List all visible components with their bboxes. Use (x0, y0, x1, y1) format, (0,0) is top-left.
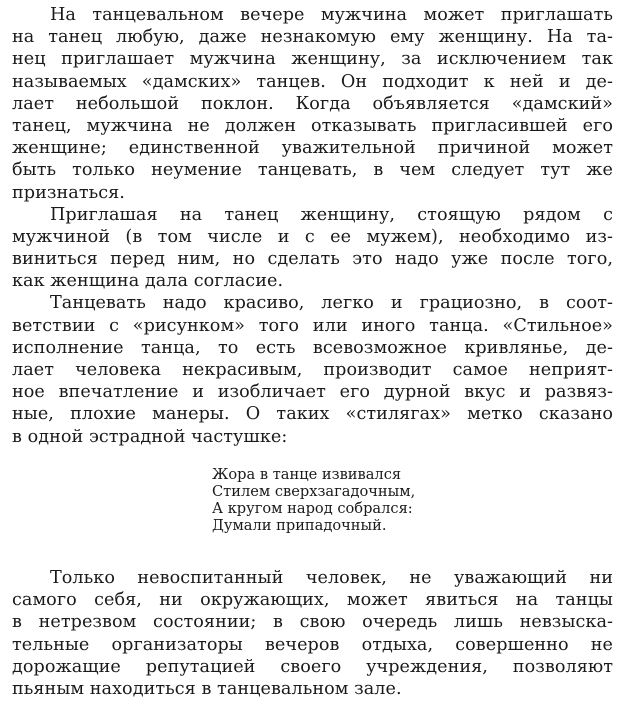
poem-line: Думали припадочный. (212, 517, 387, 534)
text-line: Танцевать надо красиво, легко и грациозно, в соот- (50, 293, 613, 314)
text-block-top (12, 4, 613, 448)
poem-line: Жора в танце извивался (212, 466, 402, 483)
text-line: называемых «дамских» танцев. Он подходит к ней и де- (12, 71, 613, 92)
text-line: исполнение танца, то есть всевозможное кривлянье, де- (12, 337, 613, 358)
text-line: ное впечатление и изобличает его дурной вкус и развяз- (12, 382, 613, 403)
text-line: признаться. (12, 182, 125, 203)
text-line: пьяным находиться в танцевальном зале. (12, 678, 402, 699)
poem-line: А кругом народ собрался: (212, 500, 413, 517)
text-line: виниться перед ним, но сделать это надо уже после того, (12, 249, 613, 270)
text-block-bottom (12, 567, 613, 700)
text-line: самого себя, ни окружающих, может явиться на танцы (12, 590, 613, 611)
text-line: ные, плохие манеры. О таких «стилягах» метко сказано (12, 404, 613, 425)
text-line: На танцевальном вечере мужчина может приглашать (50, 5, 613, 25)
text-line: в нетрезвом состоянии; в свою очередь лишь невзыска- (12, 612, 613, 633)
text-line: мужчиной (в том числе и с ее мужем), необходимо из- (12, 226, 613, 247)
text-line: танец, мужчина не должен отказывать пригласившей его (12, 115, 613, 136)
text-line: лает небольшой поклон. Когда объявляется «дамский» (12, 93, 613, 114)
text-line: женщине; единственной уважительной причиной может (12, 138, 613, 159)
text-line: как женщина дала согласие. (12, 271, 284, 292)
text-line: ветствии с «рисунком» того или иного танца. «Стильное» (12, 315, 613, 336)
poem-line: Стилем сверхзагадочным, (212, 483, 416, 500)
poem-block (212, 466, 472, 534)
text-line: на танец любую, даже незнакомую ему женщину. На та- (12, 27, 613, 48)
text-line: в одной эстрадной частушке: (12, 426, 288, 447)
text-line: быть только неумение танцевать, в чем следует тут же (12, 160, 613, 181)
text-line: нец приглашает мужчина женщину, за исключением так (12, 49, 613, 70)
text-line: Только невоспитанный человек, не уважающий ни (50, 568, 613, 588)
text-line: тельные организаторы вечеров отдыха, совершенно не (12, 634, 613, 655)
text-line: Приглашая на танец женщину, стоящую рядом с (50, 204, 613, 225)
text-line: дорожащие репутацией своего учреждения, позволяют (12, 656, 613, 677)
text-line: лает человека некрасивым, производит самое неприят- (12, 360, 613, 380)
